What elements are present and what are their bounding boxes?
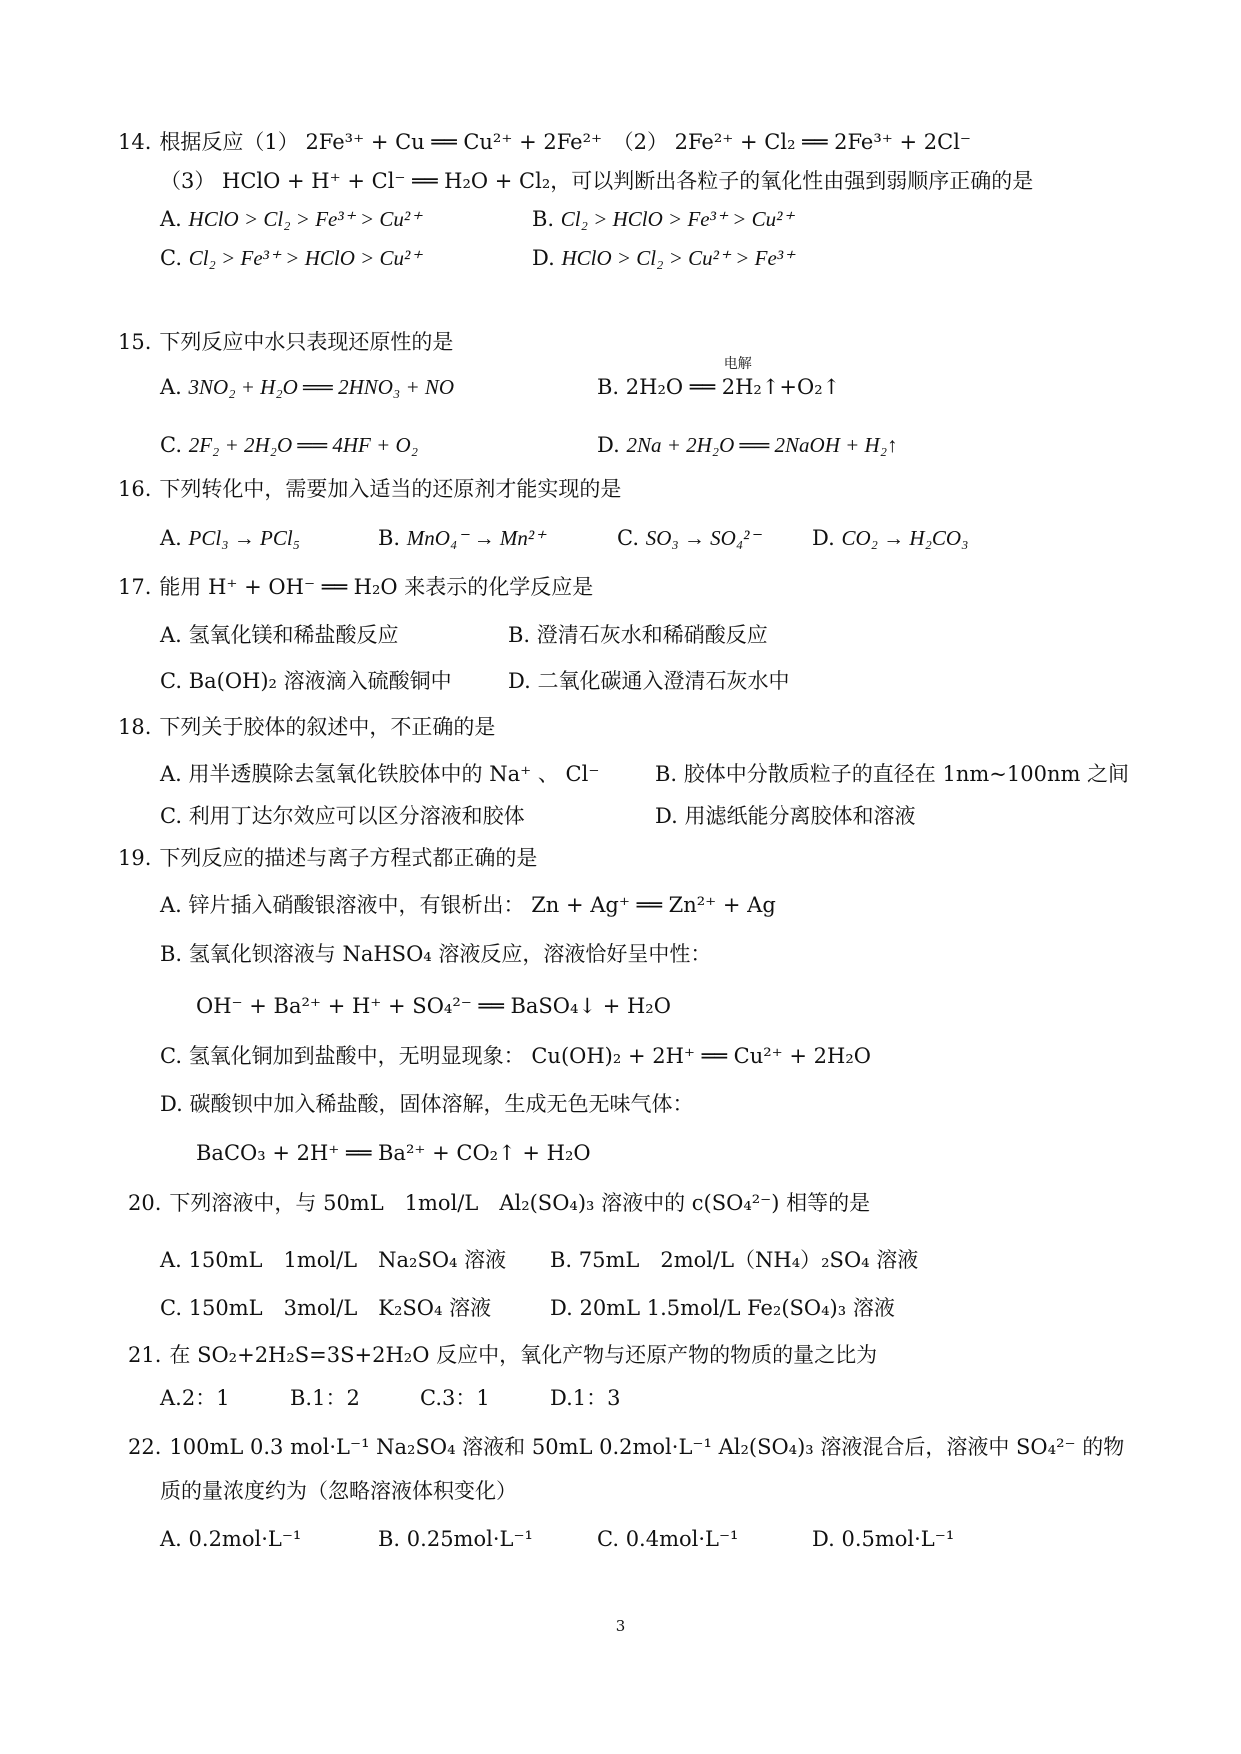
question-19-option-d: D. 碳酸钡中加入稀盐酸，固体溶解，生成无色无味气体： xyxy=(160,1092,694,1116)
question-15-stem: 15. 下列反应中水只表现还原性的是 xyxy=(118,330,454,354)
question-22-option-d: D. 0.5mol·L⁻¹ xyxy=(812,1527,955,1551)
question-20-stem: 20. 下列溶液中，与 50mL 1mol/L Al₂(SO₄)₃ 溶液中的 c(SO₄²⁻) 相等的是 xyxy=(128,1191,871,1215)
question-15-option-a: A. 3NO₂ + H₂O ══ 2HNO₃ + NO xyxy=(160,375,455,399)
question-14-option-a: A. HClO > Cl₂ > Fe³⁺ > Cu²⁺ xyxy=(160,207,422,231)
question-14-option-c: C. Cl₂ > Fe³⁺ > HClO > Cu²⁺ xyxy=(160,246,422,270)
question-17-stem: 17. 能用 H⁺ + OH⁻ ══ H₂O 来表示的化学反应是 xyxy=(118,575,594,599)
question-22-option-b: B. 0.25mol·L⁻¹ xyxy=(378,1527,533,1551)
question-21-option-c: C.3：1 xyxy=(420,1386,490,1410)
question-19-option-a: A. 锌片插入硝酸银溶液中，有银析出： Zn + Ag⁺ ══ Zn²⁺ + Ag xyxy=(160,893,776,917)
question-22-stem-line-2: 质的量浓度约为（忽略溶液体积变化） xyxy=(160,1479,517,1503)
question-16-option-c: C. SO₃ → SO₄²⁻ xyxy=(617,526,761,550)
page-number: 3 xyxy=(615,1617,626,1635)
question-20-option-c: C. 150mL 3mol/L K₂SO₄ 溶液 xyxy=(160,1296,492,1320)
question-21-option-a: A.2：1 xyxy=(160,1386,230,1410)
question-21-option-b: B.1：2 xyxy=(290,1386,360,1410)
question-19-option-c: C. 氢氧化铜加到盐酸中，无明显现象： Cu(OH)₂ + 2H⁺ ══ Cu²⁺ + 2H₂O xyxy=(160,1044,871,1068)
question-15-option-c: C. 2F₂ + 2H₂O ══ 4HF + O₂ xyxy=(160,433,419,457)
question-18-option-d: D. 用滤纸能分离胶体和溶液 xyxy=(655,804,916,828)
question-14-option-d: D. HClO > Cl₂ > Cu²⁺ > Fe³⁺ xyxy=(532,246,795,270)
question-21-option-d: D.1：3 xyxy=(550,1386,621,1410)
question-19-option-b-equation: OH⁻ + Ba²⁺ + H⁺ + SO₄²⁻ ══ BaSO₄↓ + H₂O xyxy=(196,994,671,1018)
question-22-option-a: A. 0.2mol·L⁻¹ xyxy=(160,1527,302,1551)
question-16-option-b: B. MnO₄⁻ → Mn²⁺ xyxy=(378,526,546,550)
question-17-option-c: C. Ba(OH)₂ 溶液滴入硫酸铜中 xyxy=(160,669,452,693)
question-17-option-d: D. 二氧化碳通入澄清石灰水中 xyxy=(508,669,790,693)
question-19-option-d-equation: BaCO₃ + 2H⁺ ══ Ba²⁺ + CO₂↑ + H₂O xyxy=(196,1141,591,1165)
question-14-option-b: B. Cl₂ > HClO > Fe³⁺ > Cu²⁺ xyxy=(532,207,794,231)
question-22-stem-line-1: 22. 100mL 0.3 mol·L⁻¹ Na₂SO₄ 溶液和 50mL 0.2mol·L⁻¹ Al₂(SO₄)₃ 溶液混合后，溶液中 SO₄²⁻ 的物 xyxy=(128,1435,1125,1459)
question-number: 14. xyxy=(118,130,152,154)
question-19-stem: 19. 下列反应的描述与离子方程式都正确的是 xyxy=(118,846,538,870)
question-20-option-d: D. 20mL 1.5mol/L Fe₂(SO₄)₃ 溶液 xyxy=(550,1296,895,1320)
question-18-stem: 18. 下列关于胶体的叙述中，不正确的是 xyxy=(118,715,496,739)
question-15-option-b: B. 电解 2H₂O ══ 2H₂↑+O₂↑ xyxy=(597,372,840,402)
question-14-stem-line-1: 14. 根据反应（1） 2Fe³⁺ + Cu ══ Cu²⁺ + 2Fe²⁺ （2） 2Fe²⁺ + Cl₂ ══ 2Fe³⁺ + 2Cl⁻ xyxy=(118,127,971,157)
question-22-option-c: C. 0.4mol·L⁻¹ xyxy=(597,1527,739,1551)
electrolysis-annotation: 电解 xyxy=(723,356,752,372)
question-15-option-d: D. 2Na + 2H₂O ══ 2NaOH + H₂↑ xyxy=(597,433,898,457)
question-16-option-a: A. PCl₃ → PCl₅ xyxy=(160,526,300,550)
question-21-stem: 21. 在 SO₂+2H₂S=3S+2H₂O 反应中，氧化产物与还原产物的物质的量之比为 xyxy=(128,1343,878,1367)
question-16-stem: 16. 下列转化中，需要加入适当的还原剂才能实现的是 xyxy=(118,477,622,501)
question-17-option-a: A. 氢氧化镁和稀盐酸反应 xyxy=(160,623,399,647)
question-18-option-b: B. 胶体中分散质粒子的直径在 1nm~100nm 之间 xyxy=(655,762,1130,786)
question-18-option-a: A. 用半透膜除去氢氧化铁胶体中的 Na⁺ 、 Cl⁻ xyxy=(160,762,600,786)
question-20-option-a: A. 150mL 1mol/L Na₂SO₄ 溶液 xyxy=(160,1248,507,1272)
question-16-option-d: D. CO₂ → H₂CO₃ xyxy=(812,526,969,550)
question-19-option-b: B. 氢氧化钡溶液与 NaHSO₄ 溶液反应，溶液恰好呈中性： xyxy=(160,942,712,966)
question-18-option-c: C. 利用丁达尔效应可以区分溶液和胶体 xyxy=(160,804,525,828)
question-20-option-b: B. 75mL 2mol/L（NH₄）₂SO₄ 溶液 xyxy=(550,1248,919,1272)
question-17-option-b: B. 澄清石灰水和稀硝酸反应 xyxy=(508,623,768,647)
question-14-stem-line-2: （3） HClO + H⁺ + Cl⁻ ══ H₂O + Cl₂，可以判断出各粒子的氧化性由强到弱顺序正确的是 xyxy=(160,169,1034,193)
